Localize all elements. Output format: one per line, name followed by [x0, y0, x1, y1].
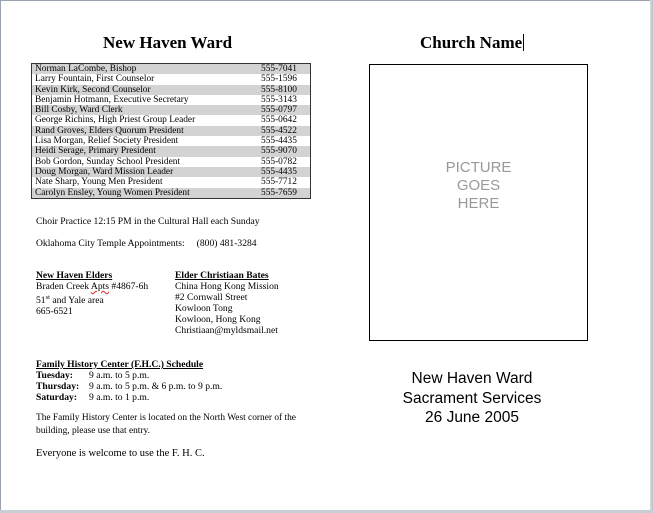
- directory-phone: 555-7712: [261, 177, 297, 188]
- directory-phone: 555-0782: [261, 156, 297, 167]
- directory-phone: 555-0642: [261, 115, 297, 126]
- directory-name: Larry Fountain, First Counselor: [35, 74, 155, 85]
- directory-row[interactable]: [32, 136, 310, 146]
- directory-phone: 555-7041: [261, 64, 297, 74]
- fhc-day: Thursday:: [36, 381, 80, 392]
- directory-phone: 555-4522: [261, 125, 297, 136]
- service-ward-name: New Haven Ward: [411, 370, 533, 387]
- fhc-location-note[interactable]: The Family History Center is located on the North West corner of the building, please use that entry.: [36, 413, 296, 436]
- directory-name: Doug Morgan, Ward Mission Leader: [35, 166, 174, 177]
- directory-row[interactable]: [32, 85, 310, 95]
- service-title: Sacrament Services: [402, 389, 542, 407]
- directory-phone: 555-4435: [261, 136, 297, 147]
- directory-row[interactable]: [32, 188, 310, 198]
- directory-row[interactable]: [32, 95, 310, 105]
- fhc-hours: 9 a.m. to 5 p.m.: [89, 370, 150, 381]
- directory-row[interactable]: [32, 105, 310, 115]
- picture-placeholder-text: PICTURE GOES HERE: [445, 159, 512, 212]
- picture-placeholder[interactable]: [369, 64, 588, 341]
- leadership-directory-table[interactable]: [31, 63, 311, 199]
- elders-area-line: 51st and Yale area: [36, 294, 104, 307]
- fhc-hours: 9 a.m. to 5 p.m. & 6 p.m. to 9 p.m.: [89, 381, 223, 392]
- fhc-heading: Family History Center (F.H.C.) Schedule: [36, 359, 204, 370]
- directory-row[interactable]: [32, 167, 310, 177]
- directory-phone: 555-9070: [261, 146, 297, 157]
- directory-name: Heidi Serage, Primary President: [35, 146, 156, 157]
- missionary-address-line: Kowloon, Hong Kong: [175, 314, 261, 325]
- elders-address-line: Braden Creek Apts #4867-6h: [36, 281, 149, 292]
- fhc-hours: 9 a.m. to 1 p.m.: [89, 392, 150, 403]
- spellcheck-flagged-word: Apts: [90, 281, 110, 292]
- directory-row[interactable]: [32, 74, 310, 84]
- directory-name: Kevin Kirk, Second Counselor: [35, 84, 151, 95]
- temple-label: Oklahoma City Temple Appointments:: [36, 238, 185, 249]
- elders-contact-block[interactable]: [36, 270, 148, 317]
- choir-practice-note[interactable]: Choir Practice 12:15 PM in the Cultural Hall each Sunday: [36, 216, 260, 227]
- directory-phone: 555-1596: [261, 74, 297, 85]
- directory-name: Bob Gordon, Sunday School President: [35, 156, 181, 167]
- elders-phone: 665-6521: [36, 306, 73, 318]
- directory-name: Norman LaCombe, Bishop: [35, 64, 137, 74]
- directory-row[interactable]: [32, 157, 310, 167]
- missionary-address-line: #2 Cornwall Street: [175, 292, 248, 303]
- fhc-day-row: [36, 370, 222, 381]
- directory-name: Carolyn Ensley, Young Women President: [35, 187, 190, 198]
- directory-name: Benjamin Hotmann, Executive Secretary: [35, 94, 189, 105]
- service-date: 26 June 2005: [425, 409, 519, 426]
- temple-appointments-line[interactable]: [36, 238, 257, 249]
- fhc-schedule[interactable]: [36, 359, 222, 403]
- directory-row[interactable]: [32, 146, 310, 156]
- directory-name: Nate Sharp, Young Men President: [35, 177, 163, 188]
- directory-phone: 555-3143: [261, 94, 297, 105]
- temple-phone: (800) 481-3284: [196, 238, 257, 249]
- directory-name: Rand Groves, Elders Quorum President: [35, 125, 184, 136]
- fhc-day: Tuesday:: [36, 370, 73, 381]
- sacrament-service-info[interactable]: [370, 369, 574, 428]
- fhc-welcome[interactable]: Everyone is welcome to use the F. H. C.: [36, 448, 205, 459]
- missionary-address-line: Kowloon Tong: [175, 303, 233, 314]
- directory-row[interactable]: [32, 177, 310, 187]
- directory-phone: 555-4435: [261, 166, 297, 177]
- text-cursor: [523, 34, 524, 51]
- fhc-day-row: [36, 392, 222, 403]
- fhc-day: Saturday:: [36, 392, 78, 403]
- directory-phone: 555-8100: [261, 84, 297, 95]
- missionary-heading: Elder Christiaan Bates: [175, 270, 269, 281]
- directory-name: George Richins, High Priest Group Leader: [35, 115, 196, 126]
- directory-row[interactable]: [32, 115, 310, 125]
- missionary-contact-block[interactable]: [175, 270, 279, 336]
- elders-heading: New Haven Elders: [36, 270, 113, 281]
- fhc-day-row: [36, 381, 222, 392]
- directory-name: Lisa Morgan, Relief Society President: [35, 136, 179, 147]
- directory-phone: 555-7659: [261, 187, 297, 198]
- ward-title[interactable]: New Haven Ward: [103, 33, 233, 52]
- church-name-title[interactable]: Church Name: [420, 33, 523, 52]
- missionary-email: Christiaan@myldsmail.net: [175, 325, 278, 336]
- directory-phone: 555-0797: [261, 105, 297, 116]
- directory-row[interactable]: [32, 126, 310, 136]
- directory-row[interactable]: [32, 64, 310, 74]
- directory-name: Bill Cosby, Ward Clerk: [35, 105, 123, 116]
- missionary-address-line: China Hong Kong Mission: [175, 281, 279, 292]
